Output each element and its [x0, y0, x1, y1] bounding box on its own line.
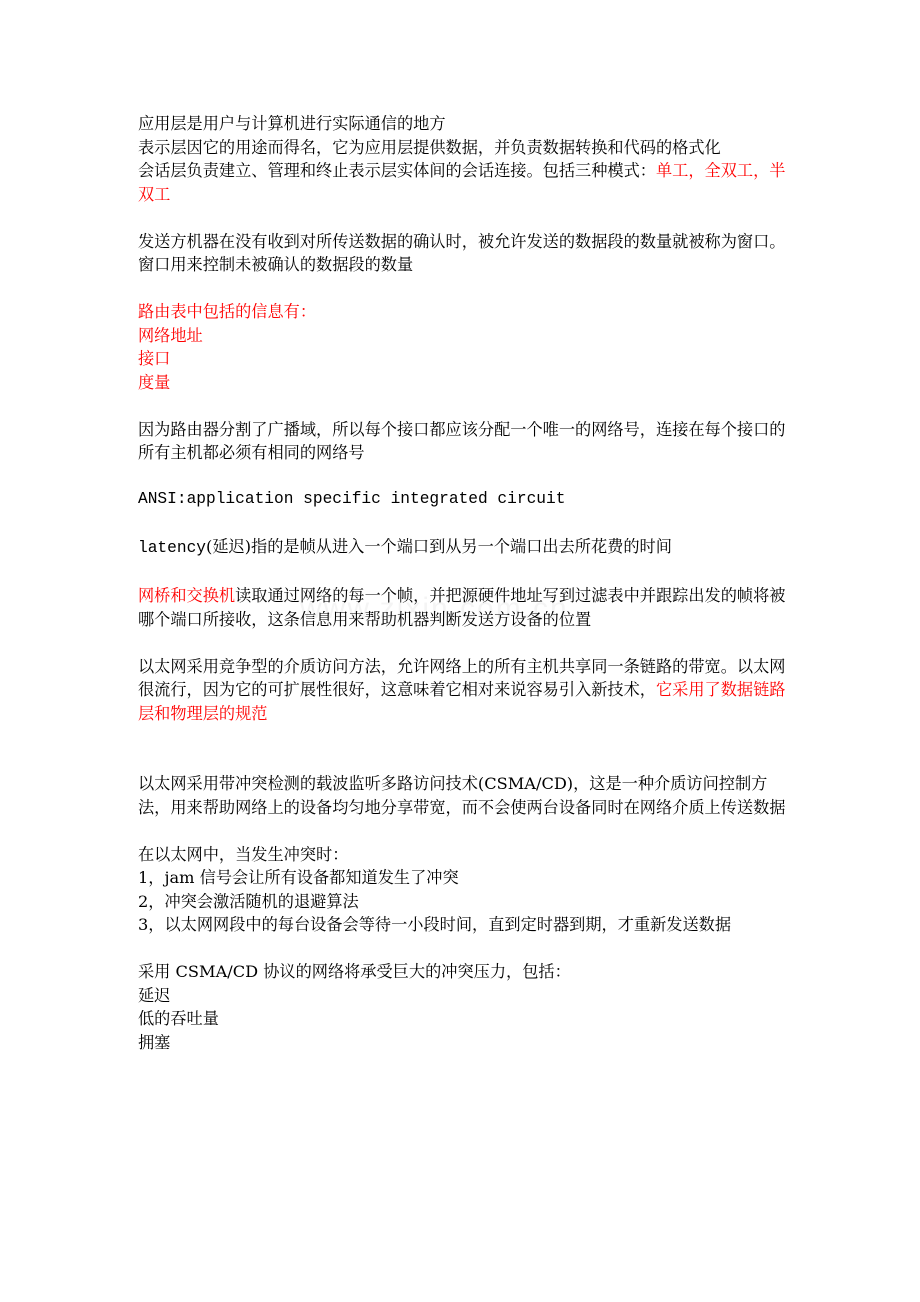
paragraph-session-layer — [138, 159, 788, 206]
latency-definition: (延迟)指的是帧从进入一个端口到从另一个端口出去所花费的时间 — [206, 537, 672, 556]
paragraph-ansi: ANSI:application specific integrated circuit — [138, 490, 566, 508]
paragraph-ethernet — [138, 655, 788, 726]
session-layer-text: 会话层负责建立、管理和终止表示层实体间的会话连接。包括三种模式： — [138, 161, 656, 180]
latency-term: latency — [138, 539, 206, 557]
paragraph-csma-cd: 以太网采用带冲突检测的载波监听多路访问技术(CSMA/CD)，这是一种介质访问控制方法，用来帮助网络上的设备均匀地分享带宽，而不会使两台设备同时在网络介质上传送数据 — [138, 774, 786, 817]
session-modes-highlight: 单工，全双工，半双工 — [138, 161, 786, 204]
collision-item-3: 3，以太网网段中的每台设备会等待一小段时间，直到定时器到期，才重新发送数据 — [138, 915, 732, 934]
paragraph-latency — [138, 535, 788, 561]
ethernet-highlight: 它采用了数据链路层和物理层的规范 — [138, 680, 786, 723]
routing-item-metric: 度量 — [138, 372, 171, 392]
paragraph-broadcast-domain: 因为路由器分割了广播域，所以每个接口都应该分配一个唯一的网络号，连接在每个接口的所有主机都必须有相同的网络号 — [138, 419, 786, 462]
routing-table-title: 路由表中包括的信息有： — [138, 302, 317, 321]
csma-item-throughput: 低的吞吐量 — [138, 1009, 219, 1028]
csma-item-congestion: 拥塞 — [138, 1032, 171, 1052]
paragraph-application-layer: 应用层是用户与计算机进行实际通信的地方 — [138, 114, 446, 133]
csma-pressure-title: 采用 CSMA/CD 协议的网络将承受巨大的冲突压力，包括： — [138, 962, 571, 981]
collision-title: 在以太网中，当发生冲突时： — [138, 844, 349, 864]
collision-item-1: 1，jam 信号会让所有设备都知道发生了冲突 — [138, 868, 459, 887]
paragraph-presentation-layer: 表示层因它的用途而得名，它为应用层提供数据，并负责数据转换和代码的格式化 — [138, 137, 721, 157]
bridges-switches-text: 读取通过网络的每一个帧，并把源硬件地址写到过滤表中并跟踪出发的帧将被哪个端口所接收，这条信息用来帮助机器判断发送方设备的位置 — [138, 586, 786, 629]
collision-item-2: 2，冲突会激活随机的退避算法 — [138, 891, 359, 911]
csma-item-latency: 延迟 — [138, 985, 171, 1005]
document-body — [138, 112, 788, 1054]
routing-item-network-address: 网络地址 — [138, 325, 203, 345]
routing-item-interface: 接口 — [138, 349, 171, 368]
paragraph-bridges-switches — [138, 584, 788, 631]
paragraph-window: 发送方机器在没有收到对所传送数据的确认时，被允许发送的数据段的数量就被称为窗口。窗口用来控制未被确认的数据段的数量 — [138, 231, 786, 274]
bridges-switches-highlight: 网桥和交换机 — [138, 586, 236, 605]
ethernet-text: 以太网采用竞争型的介质访问方法，允许网络上的所有主机共享同一条链路的带宽。以太网很流行，因为它的可扩展性很好，这意味着它相对来说容易引入新技术， — [138, 656, 786, 699]
